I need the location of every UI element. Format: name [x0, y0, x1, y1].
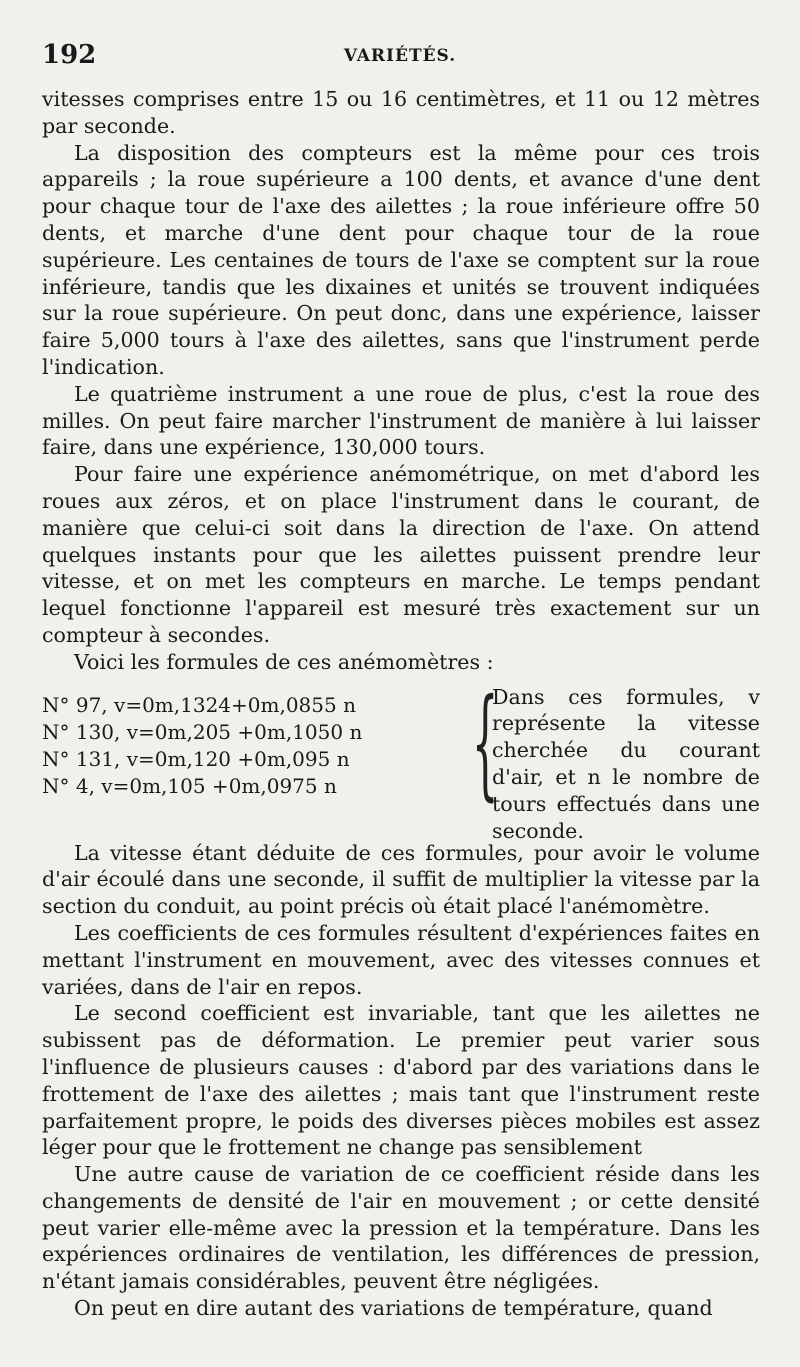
page-body — [42, 86, 760, 1322]
paragraph: Le second coefficient est invariable, tant que les ailettes ne subissent pas de déformation. Le premier peut varier sous l'influence de plusieurs causes : d'abord par des variations dans le frottement de l'axe des ailettes ; mais tant que l'instrument reste parfaitement propre, le poids des diverses pièces mobiles est assez léger pour que le frottement ne change pas sensiblement — [42, 1001, 760, 1160]
paragraph: Pour faire une expérience anémométrique, on met d'abord les roues aux zéros, et on place l'instrument dans le courant, de manière que celui-ci soit dans la direction de l'axe. On attend quelques instants pour que les ailettes puissent prendre leur vitesse, et on met les compteurs en marche. Le temps pendant lequel fonctionne l'appareil est mesuré très exactement sur un compteur à secondes. — [42, 462, 760, 647]
page-number: 192 — [42, 40, 97, 70]
paragraph: Le quatrième instrument a une roue de plus, c'est la roue des milles. On peut faire marcher l'instrument de manière à lui laisser faire, dans une expérience, 130,000 tours. — [42, 381, 760, 460]
paragraph: Une autre cause de variation de ce coefficient réside dans les changements de densité de l'air en mouvement ; or cette densité peut varier elle-même avec la pression et la température. Dans les expériences ordinaires de ventilation, les différences de pression, n'étant jamais considérables, peuvent être négligées. — [42, 1162, 760, 1294]
brace-symbol: { — [471, 673, 499, 813]
formula-note: Dans ces formules, v représente la vitesse cherchée du courant d'air, et n le nombre de tours effectués dans une seconde. — [492, 684, 760, 843]
paragraph: La disposition des compteurs est la même pour ces trois appareils ; la roue supérieure a 100 dents, et avance d'une dent pour chaque tour de l'axe des ailettes ; la roue inférieure offre 50 dents, et marche d'une dent pour chaque tour de la roue supérieure. Les centaines de tours de l'axe se comptent sur la roue inférieure, tandis que les dixaines et unités se trouvent indiquées sur la roue supérieure. On peut donc, dans une expérience, laisser faire 5,000 tours à l'axe des ailettes, sans que l'instrument perde l'indication. — [42, 140, 760, 379]
paragraph: La vitesse étant déduite de ces formules, pour avoir le volume d'air écoulé dans une seconde, il suffit de multiplier la vitesse par la section du conduit, au point précis où était placé l'anémomètre. — [42, 840, 760, 919]
paragraph: vitesses comprises entre 15 ou 16 centimètres, et 11 ou 12 mètres par seconde. — [42, 87, 760, 138]
formula-row: N° 130, v=0m,205 +0m,1050 n — [42, 719, 363, 744]
formula-block — [42, 673, 760, 843]
paragraph: Les coefficients de ces formules résultent d'expériences faites en mettant l'instrument en mouvement, avec des vitesses connues et variées, dans de l'air en repos. — [42, 920, 760, 999]
paragraph: On peut en dire autant des variations de température, quand — [74, 1296, 713, 1321]
formula-row: N° 131, v=0m,120 +0m,095 n — [42, 746, 350, 771]
formula-row: N° 97, v=0m,1324+0m,0855 n — [42, 692, 356, 717]
page-header — [42, 40, 758, 76]
spacer — [42, 826, 760, 840]
formula-list — [42, 684, 462, 816]
formula-row: N° 4, v=0m,105 +0m,0975 n — [42, 773, 337, 798]
paragraph: Voici les formules de ces anémomètres : — [74, 649, 494, 674]
running-title: VARIÉTÉS. — [343, 46, 457, 66]
